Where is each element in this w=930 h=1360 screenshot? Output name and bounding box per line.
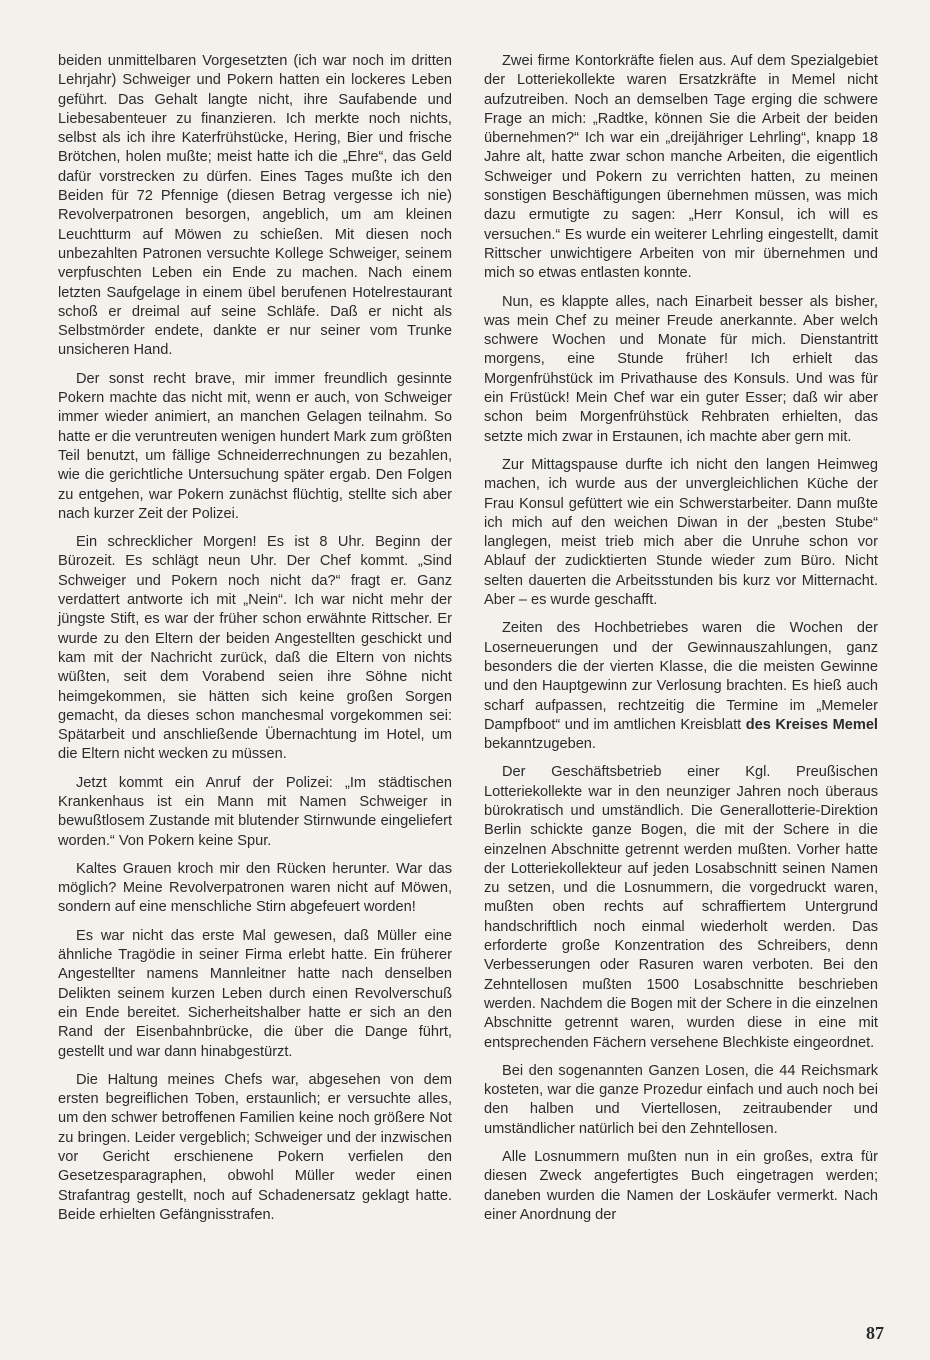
paragraph-text: Zeiten des Hochbetriebes waren die Wochen der Loserneuerungen und der Gewinnauszahlungen, ganz besonders die der vierten Klasse, die die meisten Gewinne und den Hauptgewinn zur Verlosung brachten. Es hieß auch scharf aufpassen, rechtzeitig die Termine im „Memeler Dampfboot“ und im amtlichen Kreisblatt [484,620,878,733]
paragraph: Kaltes Grauen kroch mir den Rücken herunter. War das möglich? Meine Revolverpatronen waren nicht auf Möwen, sondern auf eine menschliche Stirn abgefeuert worden! [58,860,452,916]
paragraph: Zur Mittagspause durfte ich nicht den langen Heimweg machen, ich wurde aus der unvergleichlichen Küche der Frau Konsul gefüttert wie ein Schwerstarbeiter. Dann mußte ich mich auf den weichen Diwan in der „besten Stube“ langlegen, meist trieb mich aber die Unruhe schon vor Ablauf der zudicktierten Stunde wieder zum Büro. Nicht selten dauerten die Arbeitsstunden bis kurz vor Mitternacht. Aber – es wurde geschafft. [484,456,878,609]
paragraph: Die Haltung meines Chefs war, abgesehen von dem ersten begreiflichen Toben, erstaunlich; er versuchte alles, um den schwer betroffenen Familien keine noch größere Not zu bringen. Leider vergeblich; Schweiger und der inzwischen vor Gericht erschienene Pokern verfielen den Gesetzesparagraphen, obwohl Müller weder einen Strafantrag gestellt, noch auf Schadenersatz geklagt hatte. Beide erhielten Gefängnisstrafen. [58,1071,452,1223]
paragraph-with-bold [484,619,878,754]
paragraph: Der sonst recht brave, mir immer freundlich gesinnte Pokern machte das nicht mit, wenn er auch, von Schweiger immer wieder animiert, an manchen Gelagen teilnahm. So hatte er die veruntreuten wenigen hundert Mark zum größten Teil benutzt, um fällige Schneiderrechnungen zu bezahlen, wie die gerichtliche Untersuchung später ergab. Den Folgen zu entgehen, war Pokern zunächst flüchtig, stellte sich aber nach kurzer Zeit der Polizei. [58,370,452,522]
paragraph: Nun, es klappte alles, nach Einarbeit besser als bisher, was mein Chef zu meiner Freude anerkannte. Aber welch schwere Wochen und Monate für mich. Dienstantritt morgens, eine Stunde früher! Ich erhielt das Morgenfrühstück im Privathause des Konsuls. Und was für ein Früstück! Mein Chef war ein guter Esser; daß wir aber schon beim Morgenfrühstück Rehbraten erhielten, das setzte mich zwar in Erstaunen, ich machte aber gern mit. [484,293,878,445]
paragraph: Es war nicht das erste Mal gewesen, daß Müller eine ähnliche Tragödie in seiner Firma erlebt hatte. Ein früherer Angestellter namens Mannleitner hatte nach denselben Delikten seinem kurzen Leben durch einen Revolverschuß ein Ende bereitet. Sicherheitshalber hatte er sich an den Rand der Eisenbahnbrücke, die über die Dange führt, gestellt und war dann hinabgestürzt. [58,927,452,1060]
paragraph: Der Geschäftsbetrieb einer Kgl. Preußischen Lotteriekollekte war in den neunziger Jahren noch überaus bürokratisch und umständlich. Die Generallotterie-Direktion Berlin schickte ganze Bogen, die mit der Schere in die einzelnen Abschnitte getrennt werden mußten. Vorher hatte der Lotteriekollekteur auf jeden Losabschnitt seinen Namen zu setzen, und die Losnummern, die vorgedruckt waren, mußten oben rechts auf schraffiertem Untergrund handschriftlich noch einmal wiederholt werden. Das erforderte große Konzentration des Schreibers, denn Verbesserungen oder Rasuren waren verboten. Bei den Zehntellosen mußten 1500 Losabschnitte beschrieben werden. Nachdem die Bogen mit der Schere in die einzelnen Abschnitte getrennt waren, wurden diese in eine mit entsprechenden Fächern versehene Blechkiste eingeordnet. [484,764,878,1051]
paragraph: Bei den sogenannten Ganzen Losen, die 44 Reichsmark kosteten, war die ganze Prozedur einfach und auch noch bei den halben und Viertellosen, zeitraubender und umständlicher natürlich bei den Zehntellosen. [484,1062,878,1137]
paragraph-text-end: bekanntzugeben. [484,736,596,753]
paragraph: Alle Losnummern mußten nun in ein großes, extra für diesen Zweck angefertigtes Buch eingetragen werden; daneben wurden die Namen der Loskäufer vermerkt. Nach einer Anordnung der [484,1149,878,1223]
paragraph: Ein schrecklicher Morgen! Es ist 8 Uhr. Beginn der Bürozeit. Es schlägt neun Uhr. Der Chef kommt. „Sind Schweiger und Pokern noch nicht da?“ fragt er. Ganz verdattert antworte ich mit „Nein“. Ich war nicht mehr der jüngste Stift, es war der früher schon erwähnte Rittscher. Er wurde zu den Eltern der beiden Angestellten geschickt und kam mit der Nachricht zurück, daß die Eltern von nichts wüßten, seit dem Vorabend seien ihre Söhne nicht heimgekommen, sie hätten sich keine großen Sorgen gemacht, da dieses schon manchesmal vorgekommen sei: Spätarbeit und anschließende Übernachtung im Hotel, um die Eltern nicht wecken zu müssen. [58,534,452,763]
page-number: 87 [866,1323,884,1343]
paragraph: Zwei firme Kontorkräfte fielen aus. Auf dem Spezialgebiet der Lotteriekollekte waren Ersatzkräfte in Memel nicht aufzutreiben. Noch an demselben Tage erging die schwere Frage an mich: „Radtke, können Sie die Arbeit der beiden übernehmen?“ Ich war ein „dreijähriger Lehrling“, knapp 18 Jahre alt, hatte zwar schon manche Arbeiten, die eigentlich Schweiger und Pokern zu verrichten hatten, zu meinen sonstigen Beschäftigungen übernehmen müssen, was mich dazu ermutigte zu sagen: „Herr Konsul, ich will es versuchen.“ Es wurde ein weiterer Lehrling eingestellt, damit Rittscher unwichtigere Arbeiten von mir übernehmen und mich so etwas entlasten konnte. [484,53,878,282]
right-column [484,52,878,1234]
paragraph: beiden unmittelbaren Vorgesetzten (ich war noch im dritten Lehrjahr) Schweiger und Pokern hatten ein lockeres Leben geführt. Das Gehalt langte nicht, ihre Saufabende und Liebesabenteuer zu finanzieren. Ich merkte noch nichts, selbst als ich ihre Katerfrühstücke, Hering, Bier und frische Brötchen, holen mußte; meist hatte ich die „Ehre“, das Geld dafür vorstrecken zu dürfen. Eines Tages mußte ich den Beiden für 72 Pfennige (diesen Betrag vergesse ich nie) Revolverpatronen besorgen, angeblich, um am kleinen Leuchtturm auf Möwen zu schießen. Mit diesen noch unbezahlten Patronen versuchte Kollege Schweiger, seinem verpfuschten Leben ein Ende zu machen. Nach einem letzten Saufgelage in einem übel berufenen Hotelrestaurant schoß er dreimal auf seine Schläfe. Daß er nicht als Selbstmörder endete, dankte er nur seiner vom Trunke unsicheren Hand. [58,53,452,359]
left-column [58,52,452,1234]
paragraph: Jetzt kommt ein Anruf der Polizei: „Im städtischen Krankenhaus ist ein Mann mit Namen Schweiger in bewußtlosem Zustande mit blutender Stirnwunde eingeliefert worden.“ Von Pokern keine Spur. [58,774,452,849]
bold-phrase: des Kreises Memel [745,716,878,733]
